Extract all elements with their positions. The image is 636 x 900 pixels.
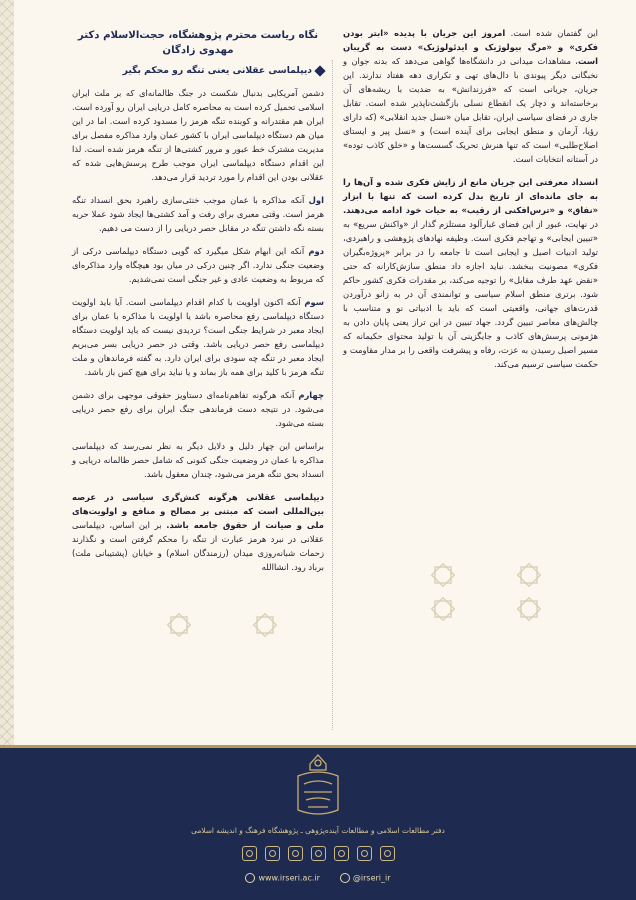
instagram-icon[interactable]	[380, 846, 395, 861]
at-icon	[340, 873, 350, 883]
article-title: نگاه ریاست محترم پژوهشگاه، حجت‌الاسلام دکتر مهدوی زادگان	[77, 30, 319, 56]
point-lead: دوم	[308, 246, 324, 256]
point-lead: سوم	[304, 297, 324, 307]
column-divider	[332, 60, 333, 730]
closing-paragraph	[72, 490, 324, 574]
text-run-bold: امروز این جریان با پدیده «ابتر بودن فکری» و «مرگ بیولوژیک و ایدئولوژیک» دست به گریبان است	[343, 28, 598, 66]
ornament-icon	[164, 610, 194, 640]
closing-text: بر این اساس، دیپلماسی عقلانی در نبرد هرمز عبارت از تنگه را محکم گرفتن است و نگذارند زحمات شبانه‌روزی میدان (رزمندگان اسلام) و خیابان (پشتیبانی ملت) برباد رود. انشاالله	[72, 520, 324, 572]
point-paragraph	[72, 388, 324, 430]
bale-icon[interactable]	[265, 846, 280, 861]
point-paragraph	[72, 295, 324, 379]
rubika-icon[interactable]	[311, 846, 326, 861]
point-text: آنکه این ابهام شکل میگیرد که گویی دستگاه دیپلماسی درکی از وضعیت جنگی ندارد. اگر چنین درکی در میان بود هیچگاه وارد مذاکره‌ای که مربوط به وضعیت عادی و غیر جنگی است نمی‌شدیم.	[72, 246, 324, 284]
social-icons	[0, 846, 636, 861]
ornament-icon	[250, 610, 280, 640]
organization-name: دفتر مطالعات اسلامی و مطالعات آینده‌پژوهی ـ پژوهشگاه فرهنگ و اندیشه اسلامی	[191, 826, 445, 835]
website-text: www.irseri.ac.ir	[258, 873, 320, 883]
ornament-icon	[514, 560, 544, 590]
igap-icon[interactable]	[334, 846, 349, 861]
summary-paragraph: براساس این چهار دلیل و دلایل دیگر به نظر نمی‌رسد که دیپلماسی مذاکره با عمان در وضعیت جنگی کنونی که شامل حصر ظالمانه دریایی و انسداد بحق تنگه هرمز می‌شود، چندان معقول باشد.	[72, 441, 324, 479]
text-run: این گفتمان شده است.	[505, 28, 598, 38]
article-subtitle	[72, 64, 324, 78]
eitaa-icon[interactable]	[242, 846, 257, 861]
diamond-bullet-icon	[314, 65, 325, 76]
point-lead: چهارم	[298, 390, 324, 400]
ornament-icon	[428, 594, 458, 624]
point-paragraph	[72, 193, 324, 235]
footer-gold-rule	[0, 745, 636, 748]
text-run: ، مشاهدات میدانی در دانشگاه‌ها گواهی می‌دهد که بدنه جوان و نخبگانی دیگر پیوندی با دال‌های تهی و تکراری دهه هفتاد ندارند. این جریان، جریانی است که «فرزندانش» به ضدیت با ریشه‌های آن برخاسته‌اند و دچار یک انقطاع نسلی بازگشت‌ناپذیر شده است. تقابل جاری در فضای سیاسی ایران، تقابل میان «نسل جدید انقلابی» (که دارای رؤیا، آرمان و منطق ایجابی برای آینده است) و «نسل پیر و ایستای اصلاح‌طلبی» است که تنها هنرش تحریک گسست‌ها و «خلق کاذب توده» در آستانه انتخابات است.	[343, 56, 598, 164]
paragraph	[343, 175, 598, 371]
point-lead: اول	[308, 195, 324, 205]
handle-link[interactable]	[340, 873, 391, 883]
text-run: در نهایت، عبور از این فضای غبارآلود مستلزم گذار از «واکنش سریع» به «تبیین ایجابی» و تهاجم فکری است. وظیفه نهادهای پژوهشی و راهبردی، تولید ادبیات اصیل و ایجابی است تا جامعه را در برابر «پروژه‌بگیران فکری» مصونیت ببخشد. نباید اجازه داد منطق سازش‌کارانه که حتی «نقض عهد طرف مقابل» را توجیه می‌کند، بر مقدرات فکری کشور حاکم شود. برتری منطق اسلام سیاسی و توانمندی آن در به زانو درآوردن قدرت‌های جهانی، واقعیتی است که باید با ادبیاتی نو و متناسب با چالش‌های معاصر تبیین گردد. جهاد تبیین در این تراز یعنی پایان دادن به هژمونی پرسش‌های کاذب و جایگزینی آن با تولید محتوای حکیمانه که مسیر اصیل رسیدن به عزت، رفاه و پیشرفت واقعی را بر مدار مقاومت و حکمت سیاسی ترسیم می‌کند.	[343, 219, 598, 369]
institute-logo-icon	[290, 752, 346, 822]
website-link[interactable]	[245, 873, 319, 883]
footer-links	[0, 873, 636, 883]
point-text: آنکه هرگونه تفاهم‌نامه‌ای دستاویز حقوقی موجهی برای دشمن می‌شود. در نتیجه دست فرماندهی جنگ ایران برای رفع حصر دریایی بسته می‌شود.	[72, 390, 324, 428]
point-text: آنکه اکنون اولویت با کدام اقدام دیپلماسی است. آیا باید اولویت دستگاه دیپلماسی رفع محاصره باشد یا اولویت با مذاکره با عمان برای ایجاد معبر در شرایط جنگی است؟ تردیدی نیست که باید اولویت دستگاه دیپلماسی رفع حصر دریایی باشد. وقتی در حصر دریایی بسر می‌بریم ایجاد معبر در تنگه چه سودی برای ایران دارد. به گفته فرماندهان و ملت تنگه هرمز با کلید برای همه باز بماند و یا نباید برای هیچ کس باز باشد.	[72, 297, 324, 377]
handle-text: @irseri_ir	[352, 873, 391, 883]
soroush-icon[interactable]	[288, 846, 303, 861]
closing-bold: دیپلماسی عقلانی هرگونه کنش‌گری سیاسی در عرصه بین‌المللی است که مبتنی بر مصالح و منافع و اولویت‌های ملی و صیانت از حقوق جامعه باشد.	[72, 492, 324, 530]
ornament-icon	[514, 594, 544, 624]
text-run-bold: انسداد معرفتی این جریان مانع از زایش فکری شده و آن‌ها را به جای مانده‌ای از تاریخ بدل کرده است که تنها با ابزار «نفاق» و «ترس‌افکنی از رقیب» به حیات خود ادامه می‌دهند.	[343, 177, 598, 215]
decorative-pattern-strip	[0, 0, 14, 745]
paper	[14, 0, 636, 745]
right-column	[343, 26, 598, 380]
ornament-icon	[428, 560, 458, 590]
point-text: آنکه مذاکره با عمان موجب خنثی‌سازی راهبرد بحق انسداد تنگه هرمز است. وقتی معبری برای رفت و آمد کشتی‌ها ایجاد شود عملا حربه بسته نگه داشتن تنگه در مقابل حصر دریایی را از دست می دهیم.	[72, 195, 324, 233]
paragraph	[343, 26, 598, 166]
globe-icon	[245, 873, 255, 883]
point-paragraph	[72, 244, 324, 286]
left-column	[72, 28, 324, 583]
aparat-icon[interactable]	[357, 846, 372, 861]
subtitle-text: دیپلماسی عقلانی یعنی تنگه رو محکم بگیر	[122, 65, 312, 76]
intro-paragraph: دشمن آمریکایی بدنبال شکست در جنگ ظالمانه‌ای که بر ملت ایران اسلامی تحمیل کرده است به محاصره کامل دریایی ایران رو آورده است. ایران هم مقتدرانه و کوبنده تنگه هرمز را مسدود کرده است. اما در این میان هم دستگاه دیپلماسی ایران با کشور عمان وارد مذاکره مفصل برای مدیریت مشترک خط عبور و مرور کشتی‌ها از تنگه هرمز شده است. لذا این اقدام دستگاه دیپلماسی ایران موجب طرح پرسش‌هایی شده که عقلانی بودن این اقدام را مورد تردید قرار می‌دهد.	[72, 88, 324, 182]
